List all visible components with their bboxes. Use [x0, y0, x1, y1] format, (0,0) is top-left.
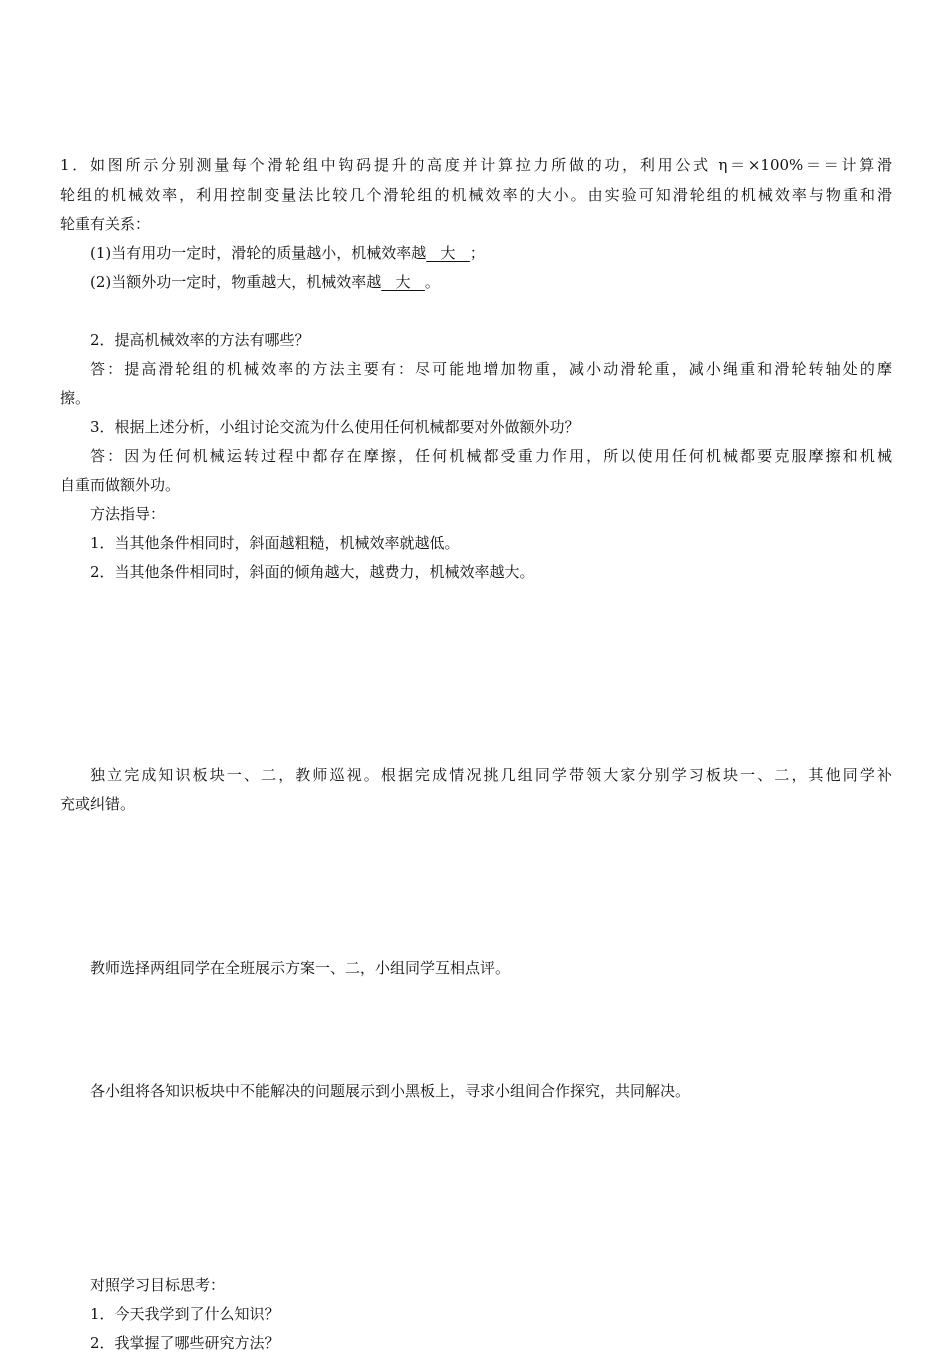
method-guide-title: 方法指导： — [90, 505, 166, 523]
independent-work-line-1: 独立完成知识板块一、二，教师巡视。根据完成情况挑几组同学带领大家分别学习板块一、二，其他同学补 — [90, 766, 892, 784]
reflection-item-1: 1．今天我学到了什么知识？ — [90, 1305, 280, 1323]
presentation-text: 教师选择两组同学在全班展示方案一、二，小组同学互相点评。 — [90, 959, 511, 977]
answer-2-line-1: 答：提高滑轮组的机械效率的方法主要有：尽可能地增加物重，减小动滑轮重，减小绳重和滑轮转轴处的摩 — [90, 360, 892, 378]
item-1-suffix: ； — [469, 244, 485, 262]
question-2: 2．提高机械效率的方法有哪些？ — [90, 331, 310, 349]
reflection-title: 对照学习目标思考： — [90, 1276, 226, 1294]
question-3: 3．根据上述分析，小组讨论交流为什么使用任何机械都要对外做额外功？ — [90, 418, 580, 436]
answer-3-line-1: 答：因为任何机械运转过程中都存在摩擦，任何机械都受重力作用，所以使用任何机械都要克服摩擦和机械 — [90, 447, 892, 465]
paragraph-1-line-2: 轮组的机械效率，利用控制变量法比较几个滑轮组的机械效率的大小。由实验可知滑轮组的机械效率与物重和滑 — [60, 186, 892, 204]
answer-2-line-2: 擦。 — [60, 389, 91, 407]
independent-work-line-2: 充或纠错。 — [60, 795, 136, 813]
paragraph-1-line-3: 轮重有关系： — [60, 215, 151, 233]
method-guide-item-2: 2．当其他条件相同时，斜面的倾角越大，越费力，机械效率越大。 — [90, 563, 535, 581]
item-1 — [90, 244, 485, 262]
paragraph-1-line-1: 1．如图所示分别测量每个滑轮组中钩码提升的高度并计算拉力所做的功，利用公式 η＝×100%＝＝计算滑 — [60, 156, 892, 174]
item-2-prefix: (2)当额外功一定时，物重越大，机械效率越 — [90, 273, 382, 291]
item-1-prefix: (1)当有用功一定时，滑轮的质量越小，机械效率越 — [90, 244, 427, 262]
reflection-item-2: 2．我掌握了哪些研究方法？ — [90, 1334, 280, 1352]
answer-3-line-2: 自重而做额外功。 — [60, 476, 181, 494]
item-2-answer-blank: 大 — [381, 273, 425, 291]
item-1-answer-blank: 大 — [426, 244, 470, 262]
item-2-suffix: 。 — [424, 273, 440, 291]
group-discussion-text: 各小组将各知识板块中不能解决的问题展示到小黑板上，寻求小组间合作探究，共同解决。 — [90, 1082, 691, 1100]
method-guide-item-1: 1．当其他条件相同时，斜面越粗糙，机械效率就越低。 — [90, 534, 460, 552]
item-2 — [90, 273, 440, 291]
